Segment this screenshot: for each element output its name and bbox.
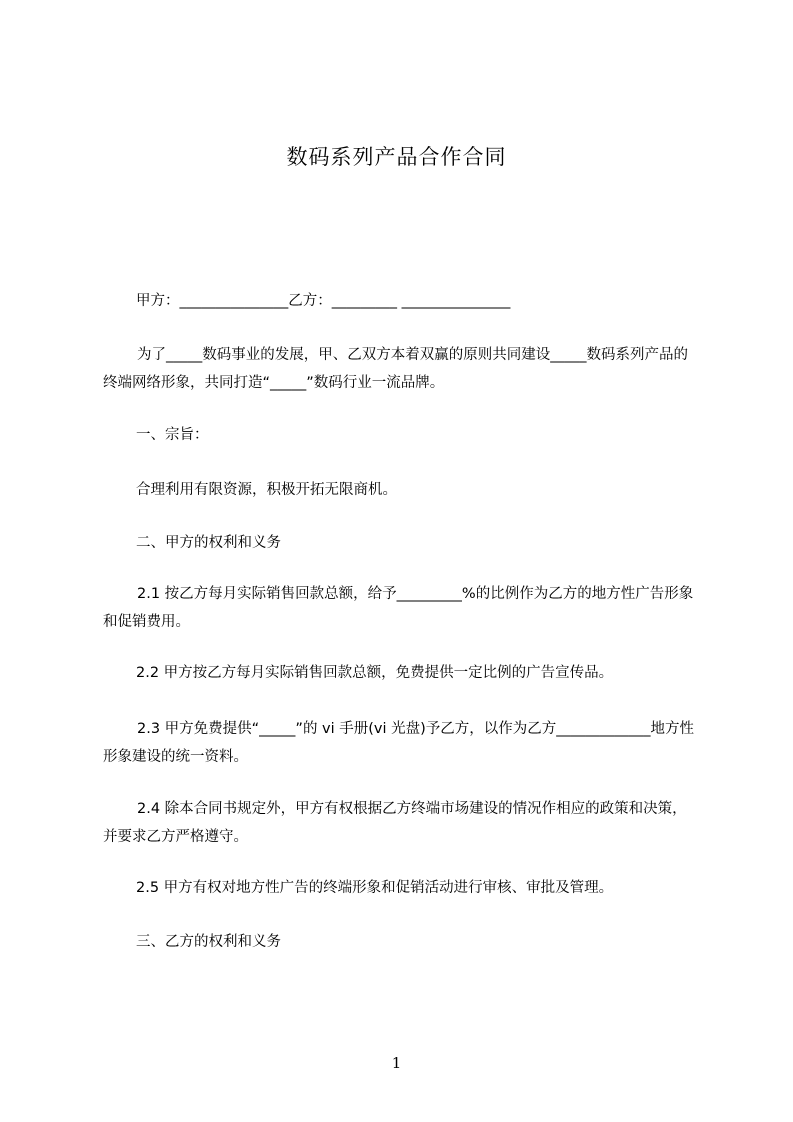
section-1-text: 合理利用有限资源，积极开拓无限商机。 xyxy=(136,482,397,498)
clause-2-3-text: 2.3 甲方免费提供“_____”的 vi 手册(vi 光盘)予乙方，以作为乙方_____________地方性形象建设的统一资料。 xyxy=(103,721,695,765)
page-number: 1 xyxy=(391,1054,402,1072)
clause-2-3 xyxy=(103,715,701,771)
clause-2-1 xyxy=(103,580,701,636)
clause-2-4 xyxy=(103,795,701,851)
section-3-heading: 三、乙方的权利和义务 xyxy=(136,934,281,950)
document-title: 数码系列产品合作合同 xyxy=(286,145,507,169)
section-2-heading: 二、甲方的权利和义务 xyxy=(136,535,281,551)
section-1-heading: 一、宗旨： xyxy=(136,427,209,443)
clause-2-1-text: 2.1 按乙方每月实际销售回款总额，给予_________%的比例作为乙方的地方性广告形象和促销费用。 xyxy=(103,586,694,630)
clause-2-4-text: 2.4 除本合同书规定外，甲方有权根据乙方终端市场建设的情况作相应的政策和决策，并要求乙方严格遵守。 xyxy=(103,801,687,845)
preamble-text: 为了_____数码事业的发展，甲、乙双方本着双赢的原则共同建设_____数码系列产品的终端网络形象，共同打造“_____”数码行业一流品牌。 xyxy=(103,347,688,391)
clause-2-2: 2.2 甲方按乙方每月实际销售回款总额，免费提供一定比例的广告宣传品。 xyxy=(136,665,614,681)
preamble-paragraph xyxy=(103,341,701,397)
clause-2-5: 2.5 甲方有权对地方性广告的终端形象和促销活动进行审核、审批及管理。 xyxy=(136,880,614,896)
parties-line: 甲方：_______________乙方：_________ _______________ xyxy=(136,293,511,309)
